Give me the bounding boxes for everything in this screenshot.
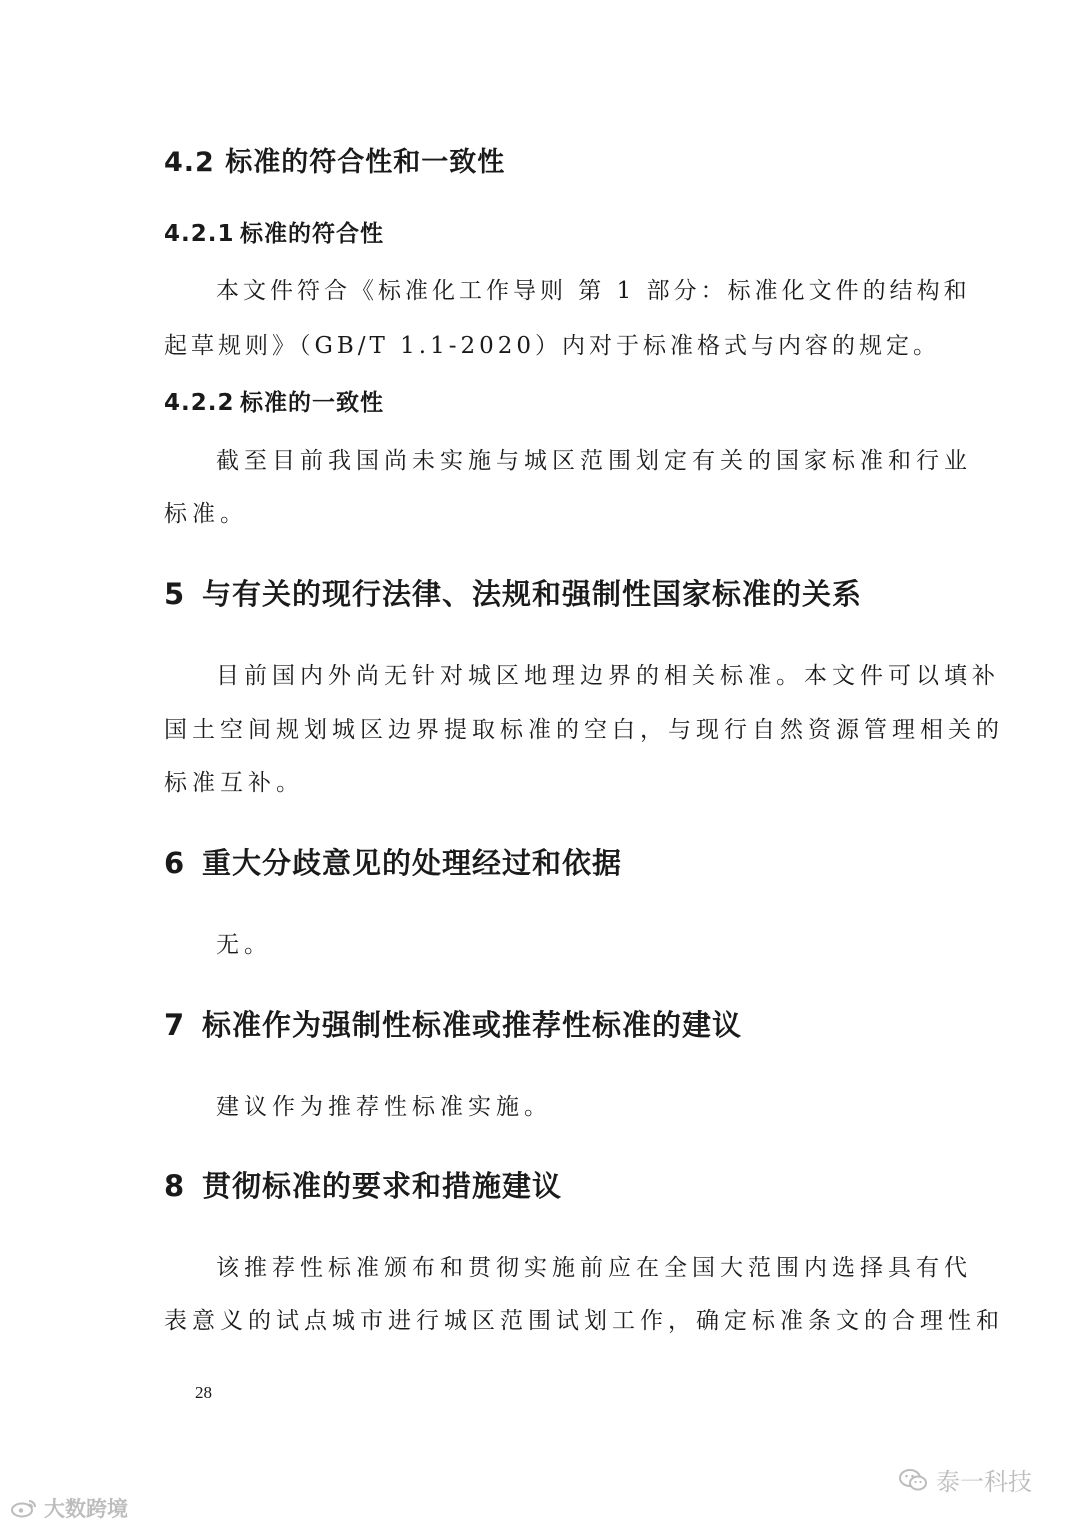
section-8-title: 贯彻标准的要求和措施建议 <box>202 1169 563 1203</box>
section-4-2-1-heading <box>164 215 384 248</box>
weibo-icon <box>10 1498 38 1518</box>
section-4-2-1-line-2: 起草规则》（GB/T 1.1-2020）内对于标准格式与内容的规定。 <box>164 333 941 359</box>
section-5-line-3: 标准互补。 <box>164 770 304 796</box>
wechat-icon <box>898 1467 928 1493</box>
section-4-2-2-line-1: 截至目前我国尚未实施与城区范围划定有关的国家标准和行业 <box>216 448 972 474</box>
section-6-number: 6 <box>164 846 186 880</box>
section-4-2-1-line-1: 本文件符合《标准化工作导则 第 1 部分：标准化文件的结构和 <box>216 278 971 304</box>
watermark-left-text: 大数跨境 <box>44 1497 128 1521</box>
section-8-line-2: 表意义的试点城市进行城区范围试划工作，确定标准条文的合理性和 <box>164 1308 1004 1334</box>
section-4-2-2-title: 标准的一致性 <box>240 390 384 416</box>
section-8-number: 8 <box>164 1169 186 1203</box>
section-4-2-1-title: 标准的符合性 <box>240 221 384 247</box>
section-5-line-1: 目前国内外尚无针对城区地理边界的相关标准。本文件可以填补 <box>216 663 1000 689</box>
section-8-line-1: 该推荐性标准颁布和贯彻实施前应在全国大范围内选择具有代 <box>216 1255 972 1281</box>
section-4-2-1-number: 4.2.1 <box>164 221 235 247</box>
section-4-2-2-heading <box>164 384 384 417</box>
section-7-title: 标准作为强制性标准或推荐性标准的建议 <box>202 1008 743 1042</box>
section-8-heading <box>164 1164 562 1205</box>
section-7-line-1: 建议作为推荐性标准实施。 <box>216 1094 552 1120</box>
watermark-right <box>898 1462 1032 1497</box>
section-6-title: 重大分歧意见的处理经过和依据 <box>202 846 623 880</box>
section-6-heading <box>164 841 622 882</box>
section-5-heading <box>164 572 862 613</box>
section-7-heading <box>164 1003 742 1044</box>
watermark-left <box>10 1493 128 1523</box>
section-4-2-2-line-2: 标准。 <box>164 501 248 527</box>
section-4-2-2-number: 4.2.2 <box>164 390 235 416</box>
section-4-2-heading: 4.2 标准的符合性和一致性 <box>164 147 506 178</box>
section-5-line-2: 国土空间规划城区边界提取标准的空白，与现行自然资源管理相关的 <box>164 717 1004 743</box>
section-5-number: 5 <box>164 577 186 611</box>
section-6-line-1: 无。 <box>216 932 272 958</box>
watermark-right-text: 泰一科技 <box>936 1468 1032 1496</box>
section-5-title: 与有关的现行法律、法规和强制性国家标准的关系 <box>202 577 863 611</box>
page-number: 28 <box>195 1383 212 1402</box>
section-7-number: 7 <box>164 1008 186 1042</box>
